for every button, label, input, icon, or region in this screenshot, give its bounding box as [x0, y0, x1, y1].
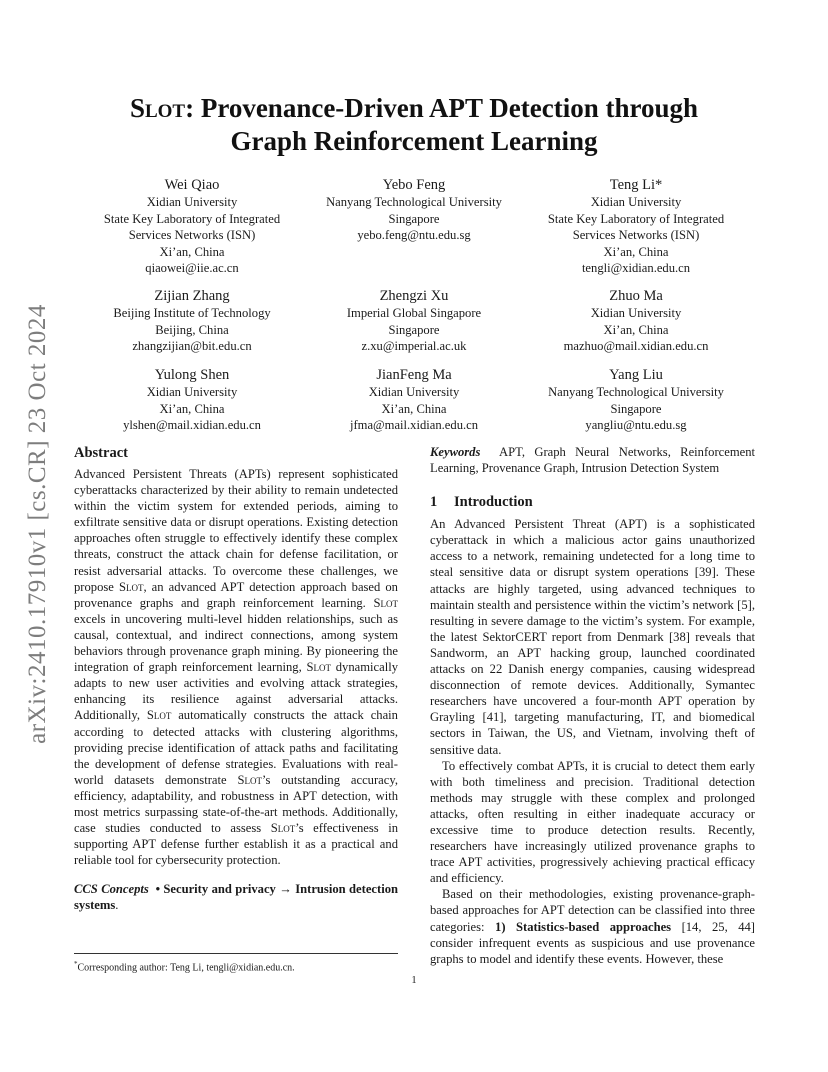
author-name: Yulong Shen	[154, 367, 230, 383]
author-block	[294, 287, 534, 355]
section-heading	[430, 493, 755, 511]
author-location: Beijing, China	[155, 322, 229, 337]
paper-title	[74, 92, 754, 158]
author-affiliation: Beijing Institute of Technology	[113, 306, 271, 320]
abstract-text: ’s effectiveness in supporting APT defense further establish it as a practical and reliable tool for cybersecurity protection.	[74, 821, 398, 868]
author-affiliation: Nanyang Technological University	[548, 385, 724, 399]
author-affiliation: Services Networks (ISN)	[128, 228, 256, 242]
author-affiliation: Imperial Global Singapore	[346, 306, 482, 320]
author-block	[516, 366, 756, 434]
intro-paragraph: To effectively combat APTs, it is crucial to detect them early with both timeliness and precision. Traditional detection methods may struggle with these complex and prolonged attacks, often resulting in either inadequate accuracy or excessive time to produce detection results. Recently, researchers have increasingly utilized provenance graphs to trace APT activities, progressively achieving practical efficacy and efficiency.	[430, 758, 755, 886]
footnote-rule	[74, 953, 398, 954]
author-location: Xi’an, China	[159, 244, 225, 259]
author-name: JianFeng Ma	[376, 367, 452, 383]
system-name: Slot	[118, 579, 144, 594]
author-email: qiaowei@iie.ac.cn	[145, 261, 239, 275]
system-name: Slot	[373, 595, 398, 610]
abstract-heading: Abstract	[74, 445, 128, 461]
author-block	[72, 176, 312, 277]
author-affiliation: Services Networks (ISN)	[572, 228, 700, 242]
intro-bold-term: 1) Statistics-based approaches	[495, 919, 672, 934]
author-block	[72, 366, 312, 434]
author-block	[516, 176, 756, 277]
title-line1: : Provenance-Driven APT Detection through	[185, 93, 699, 123]
intro-paragraph: An Advanced Persistent Threat (APT) is a sophisticated cyberattack in which a malicious actor gains unauthorized access to a network, remaining undetected for a long time to steal sensitive data or disrupt system operations [39]. These attacks are highly targeted, using advanced techniques to maintain stealth and persistence within the victim’s network [5], resulting in severe damage to the victim’s system. For example, the latest SektorCERT report from Denmark [38] reveals that Sandworm, an APT hacking group, launched coordinated attacks on 22 Danish energy companies, causing widespread disconnection of remote devices. Additionally, Symantec researchers have uncovered a four-month APT operation by Grayling [41], targeting manufacturing, IT, and biomedical sectors in Taiwan, the US, and Vietnam, involving theft of sensitive data.	[430, 517, 755, 757]
intro-text: Based on their methodologies, existing provenance-graph-based approaches for APT detection can be classified into three categories:	[430, 887, 755, 934]
ccs-body: • Security and privacy → Intrusion detection systems	[74, 882, 398, 913]
intro-paragraph	[430, 886, 755, 966]
system-name: Slot	[270, 821, 296, 836]
author-name: Yang Liu	[609, 367, 663, 383]
right-column	[430, 444, 755, 967]
author-location: Xi’an, China	[603, 244, 669, 259]
author-affiliation: Xidian University	[590, 306, 682, 320]
author-email: z.xu@imperial.ac.uk	[361, 339, 467, 353]
author-location: Singapore	[388, 322, 440, 337]
author-name: Wei Qiao	[164, 177, 220, 193]
ccs-concepts	[74, 881, 398, 913]
author-block	[294, 176, 534, 244]
author-location: Singapore	[388, 211, 440, 226]
keywords-label: Keywords	[430, 445, 481, 459]
author-block	[294, 366, 534, 434]
system-name: Slot	[237, 772, 262, 787]
footnote-text: Corresponding author: Teng Li, tengli@xidian.edu.cn.	[77, 962, 295, 974]
page-number: 1	[411, 975, 417, 986]
system-name: Slot	[146, 708, 172, 723]
section-number: 1	[430, 494, 438, 511]
title-line2: Graph Reinforcement Learning	[230, 126, 598, 156]
author-email: yangliu@ntu.edu.sg	[585, 418, 687, 432]
author-email: ylshen@mail.xidian.edu.cn	[123, 418, 261, 432]
author-email: yebo.feng@ntu.edu.sg	[357, 228, 471, 242]
ccs-end: .	[115, 898, 119, 913]
abstract-body	[74, 466, 398, 868]
author-affiliation: State Key Laboratory of Integrated	[547, 211, 725, 226]
abstract-text: dynamically adapts to new user activities and evolving attack strategies, enhancing its resilience against adversarial attacks. Additionally,	[74, 660, 398, 723]
abstract-text: Advanced Persistent Threats (APTs) represent sophisticated cyberattacks characterized by their ability to remain undetected within the victim system for extended periods, aiming to exfiltrate sensitive data or disrupt operations. Existing detection approaches often struggle to effectively identify these complex threats, construct the attack chain for defense facilitation, or resist adversarial attacks. To overcome these challenges, we propose	[74, 467, 398, 594]
arxiv-side-stamp: arXiv:2410.17910v1 [cs.CR] 23 Oct 2024	[24, 304, 51, 744]
author-affiliation: Xidian University	[146, 385, 238, 399]
footnote	[74, 958, 398, 974]
abstract-text: ’s outstanding accuracy, efficiency, adaptability, and robustness in APT detection, with most metrics surpassing state-of-the-art methods. Additionally, case studies conducted to assess	[74, 772, 398, 836]
abstract-text: , an advanced APT detection approach based on provenance graphs and graph reinforcement learning.	[74, 579, 398, 610]
author-location: Singapore	[610, 401, 662, 416]
left-column	[74, 444, 398, 926]
author-affiliation: State Key Laboratory of Integrated	[103, 211, 281, 226]
author-email: zhangzijian@bit.edu.cn	[132, 339, 252, 353]
section-title: Introduction	[454, 494, 533, 511]
abstract-text: automatically constructs the attack chain according to detected attacks with clustering algorithms, providing precise identification of attack paths and facilitating the development of defense strategies. Evaluations with real-world datasets demonstrate	[74, 708, 398, 787]
author-name: Zijian Zhang	[154, 288, 230, 304]
abstract-text: excels in uncovering multi-level hidden relationships, such as causal, contextual, and indirect connections, among system behaviors through provenance graph mining. By pioneering the integration of graph reinforcement learning,	[74, 611, 398, 675]
keywords-body: APT, Graph Neural Networks, Reinforcement Learning, Provenance Graph, Intrusion Detection System	[430, 445, 756, 476]
author-email: mazhuo@mail.xidian.edu.cn	[563, 339, 709, 353]
author-affiliation: Xidian University	[146, 195, 238, 209]
author-email: jfma@mail.xidian.edu.cn	[349, 418, 479, 432]
author-block	[72, 287, 312, 355]
author-name: Teng Li*	[609, 177, 663, 193]
author-block	[516, 287, 756, 355]
footnote-mark: *	[74, 960, 78, 968]
author-email: tengli@xidian.edu.cn	[581, 261, 691, 275]
intro-text: [14, 25, 44] consider infrequent events as suspicious and use provenance graphs to model and identify these events. However, these	[430, 919, 755, 966]
author-location: Xi’an, China	[159, 401, 225, 416]
author-affiliation: Xidian University	[590, 195, 682, 209]
author-name: Zhuo Ma	[609, 288, 663, 304]
author-affiliation: Nanyang Technological University	[326, 195, 502, 209]
title-system-name: Slot	[129, 93, 186, 123]
author-location: Xi’an, China	[603, 322, 669, 337]
system-name: Slot	[306, 660, 331, 675]
keywords	[430, 444, 755, 476]
ccs-label: CCS Concepts	[74, 882, 149, 897]
author-name: Yebo Feng	[382, 177, 446, 193]
author-location: Xi’an, China	[381, 401, 447, 416]
author-name: Zhengzi Xu	[379, 288, 449, 304]
author-affiliation: Xidian University	[368, 385, 460, 399]
